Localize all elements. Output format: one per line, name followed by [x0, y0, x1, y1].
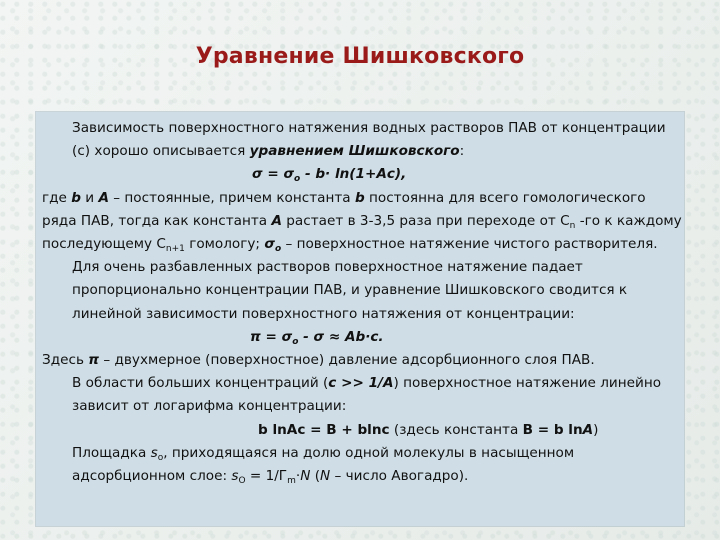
paragraph-pressure: Здесь π – двухмерное (поверхностное) давление адсорбционного слоя ПАВ. — [42, 352, 595, 369]
paragraph-intro: Зависимость поверхностного натяжения водных растворов ПАВ от концентрации (с) хорошо описывается уравнением Шишковского: — [72, 120, 666, 160]
paragraph-dilute: Для очень разбавленных растворов поверхностное натяжение падает пропорционально концентрации ПАВ, и уравнение Шишковского сводится к линейной зависимости поверхностного натяжения от концентрации: — [72, 259, 628, 322]
paragraph-high-conc: В области больших концентраций (с >> 1/А) поверхностное натяжение линейно зависит от логарифма концентрации: — [72, 375, 662, 415]
paragraph-constants: где b и А – постоянные, причем константа b постоянна для всего гомологического ряда ПАВ, тогда как константа А растает в 3-3,5 раза при переходе от $С_n$ -го к каждому последующему $С_{n+1}$ гомологу; $\sigma_о$ – поверхностное натяжение чистого растворителя. — [42, 189, 682, 255]
equation-log: b lnAc = B + blnc (здесь константа В = b lnА) — [258, 421, 599, 438]
paragraph-area: Площадка $s_о$, приходящаяся на долю одной молекулы в насыщенном адсорбционном слое: $s_О = 1/Г_m\cdot N$ (N – число Авогадро). — [72, 444, 575, 487]
equation-linear: $\pi = \sigma_о - \sigma \approx Ab\cdot c$. — [250, 328, 384, 347]
equation-shishkovsky: $\sigma = \sigma_о - b\cdot \ln(1+Aс)$, — [252, 166, 407, 185]
slide-title: Уравнение Шишковского — [195, 44, 525, 69]
slide-body — [42, 117, 682, 488]
